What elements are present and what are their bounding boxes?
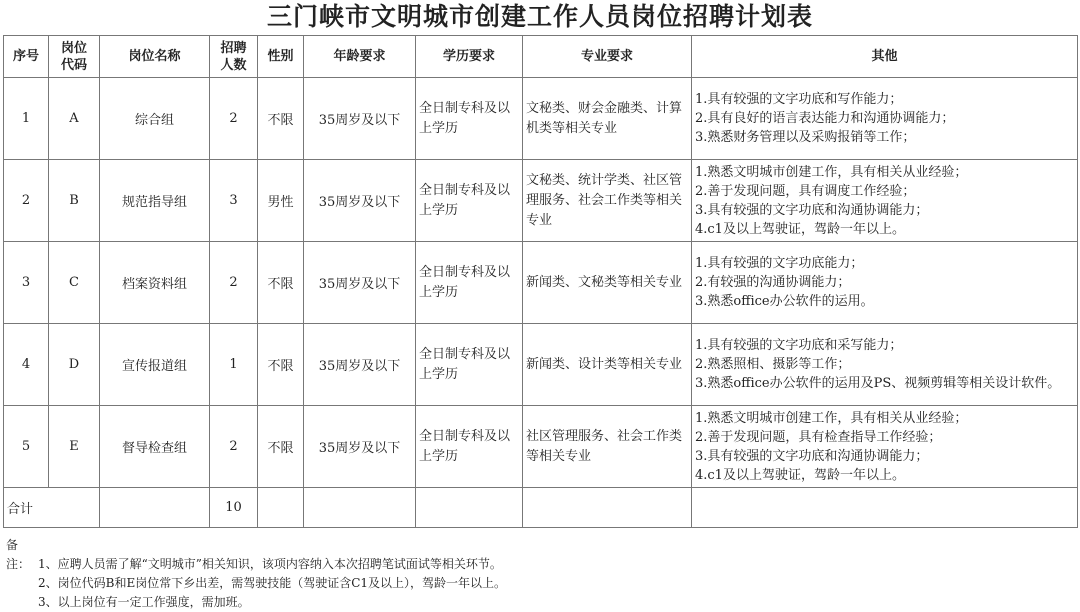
cell-major: 新闻类、文秘类等相关专业 — [523, 242, 692, 324]
cell-age: 35周岁及以下 — [304, 160, 416, 242]
cell-num: 1 — [210, 324, 258, 406]
table-header-row — [4, 36, 1078, 78]
other-line: 1.具有较强的文字功底和写作能力； — [695, 92, 903, 107]
cell-num: 2 — [210, 78, 258, 160]
header-code-line1: 岗位 — [60, 40, 87, 56]
cell-other — [692, 160, 1078, 242]
cell-name: 档案资料组 — [100, 242, 210, 324]
cell-major: 新闻类、设计类等相关专业 — [523, 324, 692, 406]
notes-section — [6, 536, 1076, 612]
cell-empty — [258, 488, 304, 528]
cell-edu: 全日制专科及以上学历 — [416, 242, 523, 324]
table-row — [4, 160, 1078, 242]
cell-edu: 全日制专科及以上学历 — [416, 324, 523, 406]
total-row — [4, 488, 1078, 528]
cell-empty — [523, 488, 692, 528]
cell-name: 宣传报道组 — [100, 324, 210, 406]
cell-other — [692, 78, 1078, 160]
cell-name: 规范指导组 — [100, 160, 210, 242]
cell-empty — [100, 488, 210, 528]
cell-seq: 3 — [4, 242, 49, 324]
cell-age: 35周岁及以下 — [304, 242, 416, 324]
cell-num: 2 — [210, 406, 258, 488]
header-num — [210, 36, 258, 78]
cell-code: A — [49, 78, 100, 160]
other-line: 1.熟悉文明城市创建工作，具有相关从业经验； — [695, 164, 968, 180]
header-other: 其他 — [692, 36, 1078, 78]
cell-empty — [692, 488, 1078, 528]
cell-major: 文秘类、财会金融类、计算机类等相关专业 — [523, 78, 692, 160]
header-edu: 学历要求 — [416, 36, 523, 78]
cell-age: 35周岁及以下 — [304, 78, 416, 160]
other-line: 1.具有较强的文字功底能力； — [695, 256, 864, 271]
cell-major: 文秘类、统计学类、社区管理服务、社会工作类等相关专业 — [523, 160, 692, 242]
header-age: 年龄要求 — [304, 36, 416, 78]
cell-name: 综合组 — [100, 78, 210, 160]
header-num-line2: 人数 — [220, 57, 247, 73]
document-title: 三门峡市文明城市创建工作人员岗位招聘计划表 — [266, 2, 813, 31]
cell-code: C — [49, 242, 100, 324]
other-line: 2.善于发现问题，具有检查指导工作经验； — [695, 429, 942, 445]
other-line: 1.具有较强的文字功底和采写能力； — [695, 338, 903, 353]
note-line — [6, 593, 1076, 612]
recruitment-table — [3, 35, 1078, 528]
cell-edu: 全日制专科及以上学历 — [416, 78, 523, 160]
cell-name: 督导检查组 — [100, 406, 210, 488]
header-code — [49, 36, 100, 78]
cell-age: 35周岁及以下 — [304, 406, 416, 488]
note-line — [6, 536, 1076, 574]
cell-code: E — [49, 406, 100, 488]
header-major: 专业要求 — [523, 36, 692, 78]
header-gender: 性别 — [258, 36, 304, 78]
note-text: 2、岗位代码B和E岗位常下乡出差，需驾驶技能（驾驶证含C1及以上），驾龄一年以上。 — [38, 576, 507, 590]
cell-other — [692, 406, 1078, 488]
table-row — [4, 324, 1078, 406]
cell-code: B — [49, 160, 100, 242]
total-label: 合计 — [4, 488, 100, 528]
table-row — [4, 78, 1078, 160]
other-line: 3.具有较强的文字功底和沟通协调能力； — [695, 202, 929, 218]
header-code-line2: 代码 — [60, 57, 87, 73]
other-line: 3.具有较强的文字功底和沟通协调能力； — [695, 448, 929, 464]
note-text: 3、以上岗位有一定工作强度，需加班。 — [38, 595, 250, 609]
header-name: 岗位名称 — [100, 36, 210, 78]
other-line: 4.c1及以上驾驶证，驾龄一年以上。 — [695, 221, 905, 237]
cell-major: 社区管理服务、社会工作类等相关专业 — [523, 406, 692, 488]
cell-gender: 不限 — [258, 406, 304, 488]
cell-code: D — [49, 324, 100, 406]
cell-num: 3 — [210, 160, 258, 242]
other-line: 4.c1及以上驾驶证，驾龄一年以上。 — [695, 467, 905, 483]
notes-label: 备注： — [6, 538, 31, 571]
cell-gender: 男性 — [258, 160, 304, 242]
cell-empty — [304, 488, 416, 528]
other-line: 3.熟悉office办公软件的运用。 — [695, 294, 874, 309]
note-text: 1、应聘人员需了解“文明城市”相关知识，该项内容纳入本次招聘笔试面试等相关环节。 — [38, 557, 502, 571]
cell-edu: 全日制专科及以上学历 — [416, 406, 523, 488]
other-line: 1.熟悉文明城市创建工作，具有相关从业经验； — [695, 410, 968, 426]
cell-seq: 5 — [4, 406, 49, 488]
other-line: 2.善于发现问题，具有调度工作经验； — [695, 183, 916, 199]
cell-seq: 4 — [4, 324, 49, 406]
total-num: 10 — [210, 488, 258, 528]
cell-seq: 1 — [4, 78, 49, 160]
table-row — [4, 406, 1078, 488]
cell-other — [692, 324, 1078, 406]
cell-gender: 不限 — [258, 78, 304, 160]
cell-edu: 全日制专科及以上学历 — [416, 160, 523, 242]
cell-num: 2 — [210, 242, 258, 324]
cell-gender: 不限 — [258, 324, 304, 406]
header-num-line1: 招聘 — [220, 40, 247, 56]
cell-gender: 不限 — [258, 242, 304, 324]
other-line: 3.熟悉财务管理以及采购报销等工作； — [695, 130, 916, 145]
other-line: 3.熟悉office办公软件的运用及PS、视频剪辑等相关设计软件。 — [695, 376, 1061, 391]
cell-other — [692, 242, 1078, 324]
header-seq: 序号 — [4, 36, 49, 78]
cell-seq: 2 — [4, 160, 49, 242]
table-row — [4, 242, 1078, 324]
cell-empty — [416, 488, 523, 528]
other-line: 2.有较强的沟通协调能力； — [695, 275, 851, 290]
cell-age: 35周岁及以下 — [304, 324, 416, 406]
other-line: 2.熟悉照相、摄影等工作； — [695, 357, 851, 372]
note-line — [6, 574, 1076, 593]
other-line: 2.具有良好的语言表达能力和沟通协调能力； — [695, 111, 955, 126]
